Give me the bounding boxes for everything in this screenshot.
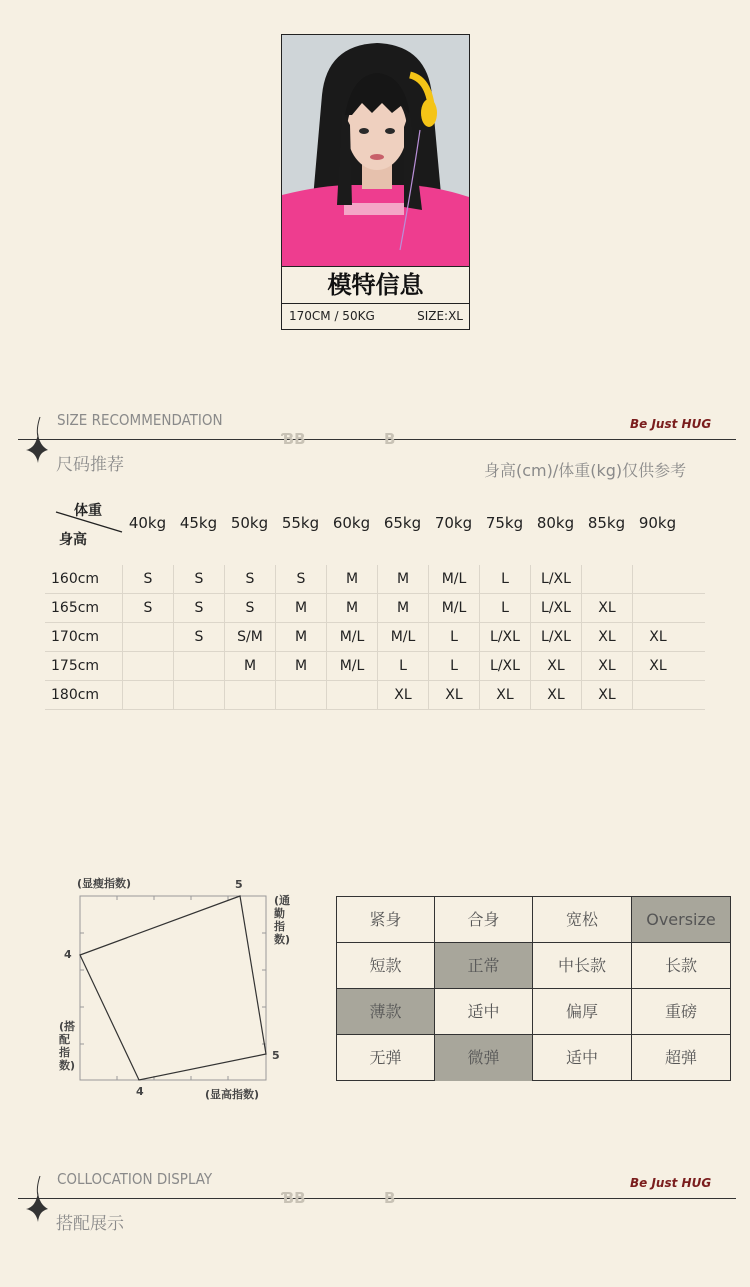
size-cell: [122, 623, 173, 651]
collocation-section-divider: [18, 1198, 736, 1199]
size-cell: M: [377, 565, 428, 593]
fit-index-chart: [55, 870, 295, 1105]
table-corner: [54, 498, 124, 550]
size-cell: M/L: [326, 652, 377, 680]
size-cell: XL: [530, 652, 581, 680]
size-cell: [632, 565, 683, 593]
attribute-cell: 合身: [435, 897, 533, 943]
attribute-grid: [336, 896, 731, 1081]
size-cell: [632, 594, 683, 622]
attribute-cell: 长款: [632, 943, 730, 989]
size-cell: L/XL: [479, 623, 530, 651]
size-cell: L/XL: [530, 565, 581, 593]
size-cell: [275, 681, 326, 709]
bb-logo-icon: ƁB: [282, 1189, 306, 1207]
model-size: SIZE:XL: [417, 309, 463, 323]
size-cell: [326, 681, 377, 709]
size-cell: XL: [581, 652, 632, 680]
attribute-cell: 短款: [337, 943, 435, 989]
row-height-label: 180cm: [51, 687, 100, 703]
size-cell: L: [377, 652, 428, 680]
size-cell: S: [224, 594, 275, 622]
size-table-row: [45, 594, 705, 623]
size-cell: M/L: [428, 594, 479, 622]
size-cell: XL: [581, 681, 632, 709]
weight-header: 40kg: [128, 514, 167, 532]
attribute-cell: Oversize: [632, 897, 730, 943]
weight-header: 85kg: [587, 514, 626, 532]
attribute-cell: 紧身: [337, 897, 435, 943]
size-cell: M: [326, 594, 377, 622]
sparkle-icon: [22, 415, 52, 465]
commute-index-label: (通勤指数): [274, 894, 291, 946]
attribute-cell: 无弹: [337, 1035, 435, 1081]
weight-header: 70kg: [434, 514, 473, 532]
size-cell: XL: [479, 681, 530, 709]
size-cell: [224, 681, 275, 709]
collocation-section-title-cn: 搭配展示: [56, 1214, 124, 1234]
size-cell: S: [173, 565, 224, 593]
attribute-cell: 宽松: [533, 897, 632, 943]
size-table: [45, 565, 705, 710]
b-logo-icon: B: [384, 1189, 396, 1207]
size-cell: XL: [632, 623, 683, 651]
weight-header: 60kg: [332, 514, 371, 532]
size-cell: M: [224, 652, 275, 680]
size-table-row: [45, 652, 705, 681]
size-cell: M: [326, 565, 377, 593]
size-cell: M: [377, 594, 428, 622]
model-height-weight: 170CM / 50KG: [289, 309, 375, 323]
size-cell: XL: [581, 623, 632, 651]
size-cell: L/XL: [530, 623, 581, 651]
size-cell: S: [173, 623, 224, 651]
match-index-value: 4: [64, 948, 72, 961]
row-height-label: 170cm: [51, 629, 100, 645]
row-height-label: 165cm: [51, 600, 100, 616]
attribute-cell: 正常: [435, 943, 533, 989]
size-cell: M/L: [326, 623, 377, 651]
size-cell: M: [275, 623, 326, 651]
size-table-row: [45, 565, 705, 594]
size-section-title-cn: 尺码推荐: [56, 455, 124, 475]
weight-header: 65kg: [383, 514, 422, 532]
corner-height-label: 身高: [59, 532, 87, 548]
weight-header: 75kg: [485, 514, 524, 532]
size-section-header: [0, 405, 750, 485]
model-card: [281, 34, 470, 330]
size-cell: S: [173, 594, 224, 622]
row-height-label: 160cm: [51, 571, 100, 587]
attribute-cell: 中长款: [533, 943, 632, 989]
attribute-cell: 偏厚: [533, 989, 632, 1035]
height-index-label: (显高指数): [205, 1088, 260, 1101]
sparkle-icon: [22, 1174, 52, 1224]
size-cell: L: [479, 594, 530, 622]
weight-header: 90kg: [638, 514, 677, 532]
size-cell: M/L: [377, 623, 428, 651]
size-cell: [173, 681, 224, 709]
size-cell: L: [428, 652, 479, 680]
weight-header: 80kg: [536, 514, 575, 532]
row-height-label: 175cm: [51, 658, 100, 674]
model-illustration: [282, 35, 469, 266]
size-cell: XL: [632, 652, 683, 680]
size-table-row: [45, 681, 705, 710]
fit-index-svg: [55, 870, 295, 1105]
size-cell: L: [479, 565, 530, 593]
size-cell: M: [275, 594, 326, 622]
size-cell: S: [224, 565, 275, 593]
size-cell: [581, 565, 632, 593]
size-cell: [632, 681, 683, 709]
match-index-label: (搭配指数): [59, 1020, 76, 1072]
collocation-section-header: [0, 1164, 750, 1244]
brand-logo: Be Just HUG: [630, 417, 712, 431]
slim-index-label: (显瘦指数): [77, 877, 132, 890]
size-note: 身高(cm)/体重(kg)仅供参考: [484, 461, 687, 480]
weight-header: 55kg: [281, 514, 320, 532]
size-cell: S: [275, 565, 326, 593]
weight-header: 50kg: [230, 514, 269, 532]
size-cell: XL: [377, 681, 428, 709]
size-cell: L: [428, 623, 479, 651]
model-title: 模特信息: [282, 267, 469, 304]
size-section-title-en: SIZE RECOMMENDATION: [57, 411, 223, 429]
commute-index-value: 5: [272, 1049, 280, 1062]
height-index-value: 4: [136, 1085, 144, 1098]
attribute-cell: 微弹: [435, 1035, 533, 1081]
attribute-cell: 适中: [533, 1035, 632, 1081]
size-cell: [122, 681, 173, 709]
bb-logo-icon: ƁB: [282, 430, 306, 448]
size-cell: S: [122, 565, 173, 593]
size-cell: [173, 652, 224, 680]
size-cell: L/XL: [479, 652, 530, 680]
attribute-cell: 重磅: [632, 989, 730, 1035]
size-table-row: [45, 623, 705, 652]
attribute-cell: 薄款: [337, 989, 435, 1035]
size-cell: S/M: [224, 623, 275, 651]
size-cell: L/XL: [530, 594, 581, 622]
model-photo: [282, 35, 469, 267]
attribute-cell: 超弹: [664, 1048, 697, 1067]
attribute-cell: 适中: [435, 989, 533, 1035]
weight-header: 45kg: [179, 514, 218, 532]
size-section-divider: [18, 439, 736, 440]
size-cell: M/L: [428, 565, 479, 593]
collocation-section-title-en: COLLOCATION DISPLAY: [57, 1170, 213, 1188]
size-cell: [122, 652, 173, 680]
size-cell: M: [275, 652, 326, 680]
size-cell: XL: [530, 681, 581, 709]
size-cell: XL: [581, 594, 632, 622]
fit-index-polygon: [80, 896, 266, 1080]
model-stats: [282, 304, 469, 329]
slim-index-value: 5: [235, 878, 243, 891]
size-cell: XL: [428, 681, 479, 709]
b-logo-icon: B: [384, 430, 396, 448]
brand-logo: Be Just HUG: [630, 1176, 712, 1190]
size-cell: S: [122, 594, 173, 622]
corner-weight-label: 体重: [74, 503, 102, 519]
